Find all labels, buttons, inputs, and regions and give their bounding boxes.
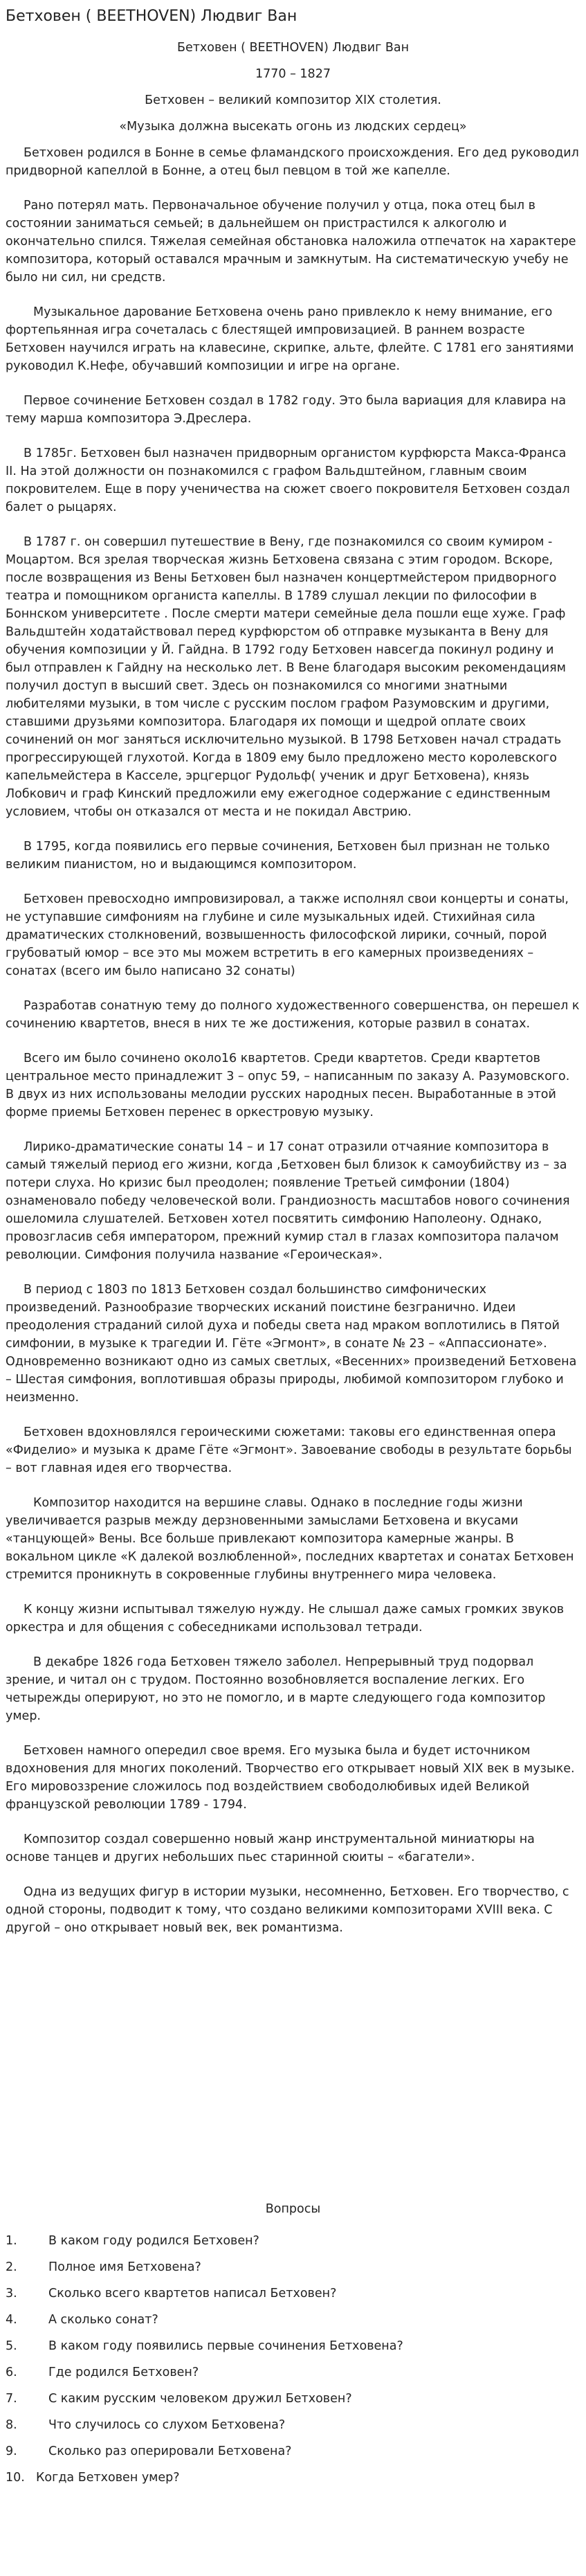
paragraph: Музыкальное дарование Бетховена очень рано привлекло к нему внимание, его фортепьянная игра сочеталась с блестящей импровизацией. В раннем возрасте Бетховен научился играть на клавесине, скрипке, альте, флейте. С 1781 его занятиями руководил К.Нефе, обучавший композиции и игре на органе. [6,305,574,373]
article-subtitle: Бетховен – великий композитор XIX столетия. [145,93,441,107]
question-number: 10. [6,2471,25,2485]
question-text: С каким русским человеком дружил Бетховен? [48,2392,352,2406]
question-item [6,2258,580,2285]
paragraph: Всего им было сочинено около16 квартетов. Среди квартетов. Среди квартетов центральное место принадлежит 3 – опус 59, – написанным по заказу А. Разумовского. В двух из них использованы мелодии русских народных песен. Выработанные в этой форме приемы Бетховен перенес в оркестровую музыку. [6,1052,570,1119]
question-text: Что случилось со слухом Бетховена? [48,2418,286,2432]
paragraph: В 1785г. Бетховен был назначен придворным органистом курфюрста Макса-Франса II. На этой должности он познакомился с графом Вальдштейном, главным своим покровителем. Еще в пору ученичества на сюжет своего покровителя Бетховен создал балет о рыцарях. [6,447,570,514]
question-number: 7. [6,2392,17,2406]
question-number: 4. [6,2313,17,2327]
questions-section [6,2200,580,2495]
question-item [6,2390,580,2416]
question-number: 9. [6,2444,17,2458]
epigraph-quote: «Музыка должна высекать огонь из людских сердец» [119,120,467,134]
question-item [6,2337,580,2363]
questions-title: Вопросы [265,2202,321,2216]
paragraph: Первое сочинение Бетховен создал в 1782 году. Это была вариация для клавира на тему марша композитора Э.Дреслера. [6,394,567,426]
question-number: 8. [6,2418,17,2432]
question-text: В каком году появились первые сочинения Бетховена? [48,2339,403,2353]
question-item [6,2442,580,2469]
question-text: А сколько сонат? [48,2313,158,2327]
question-text: Когда Бетховен умер? [36,2471,180,2485]
questions-list [6,2232,580,2495]
paragraph: Бетховен намного опередил свое время. Его музыка была и будет источником вдохновения для многих поколений. Творчество его открывает новый XIX век в музыке. Его мировоззрение сложилось под воздействием свободолюбивых идей Великой французской революции 1789 - 1794. [6,1744,575,1812]
question-item [6,2232,580,2258]
question-text: Сколько всего квартетов написал Бетховен? [48,2287,337,2300]
question-number: 3. [6,2287,17,2300]
question-item [6,2311,580,2337]
life-years: 1770 – 1827 [255,67,331,81]
article-heading: Бетховен ( BEETHOVEN) Людвиг Ван [176,41,410,55]
paragraph: В декабре 1826 года Бетховен тяжело заболел. Непрерывный труд подорвал зрение, и читал он с трудом. Постоянно возобновляется воспаление легких. Его четырежды оперируют, но это не помогло, и в марте следующего года композитор умер. [6,1655,546,1723]
paragraph: Лирико-драматические сонаты 14 – и 17 сонат отразили отчаяние композитора в самый тяжелый период его жизни, когда ,Бетховен был близок к самоубийству из – за потери слуха. Но кризис был преодолен; появление Третьей симфонии (1804) ознаменовало победу человеческой воли. Грандиозность масштабов нового сочинения ошеломила слушателей. Бетховен хотел посвятить симфонию Наполеону. Однако, провозгласив себя императором, прежний кумир стал в глазах композитора палачом революции. Симфония получила название «Героическая». [6,1140,570,1262]
paragraph: Бетховен превосходно импровизировал, а также исполнял свои концерты и сонаты, не уступавшие симфониям на глубине и силе музыкальных идей. Стихийная сила драматических столкновений, возвышенность философской лирики, сочный, порой грубоватый юмор – все это мы можем встретить в его камерных произведениях – сонатах (всего им было написано 32 сонаты) [6,892,569,978]
question-number: 6. [6,2366,17,2379]
question-item [6,2416,580,2442]
paragraph: В период с 1803 по 1813 Бетховен создал большинство симфонических произведений. Разнообразие творческих исканий поистине безгранично. Идеи преодоления страданий силой духа и победы света над мраком воплотились в Пятой симфонии, в музыке к трагедии И. Гёте «Эгмонт», в сонате № 23 – «Аппассионате». Одновременно возникают одно из самых светлых, «Весенних» произведений Бетховена – Шестая симфония, воплотившая образы природы, любимой композитором глубоко и неизменно. [6,1283,577,1405]
question-text: В каком году родился Бетховен? [48,2234,259,2248]
paragraph: Одна из ведущих фигур в истории музыки, несомненно, Бетховен. Его творчество, с одной стороны, подводит к тому, что создано великими композиторами XVIII века. С другой – оно открывает новый век, век романтизма. [6,1885,569,1935]
paragraph: В 1787 г. он совершил путешествие в Вену, где познакомился со своим кумиром - Моцартом. Вся зрелая творческая жизнь Бетховена связана с этим городом. Вскоре, после возвращения из Вены Бетховен был назначен концертмейстером придворного театра и помощником органиста капеллы. В 1789 слушал лекции по философии в Боннском университете . После смерти матери семейные дела пошли еще хуже. Граф Вальдштейн ходатайствовал перед курфюрстом об отправке музыканта в Вену для обучения композиции у Й. Гайдна. В 1792 году Бетховен навсегда покинул родину и был отправлен к Гайдну на несколько лет. В Вене благодаря высоким рекомендациям получил доступ в высший свет. Здесь он познакомился со многими знатными любителями музыки, в том числе с русским послом графом Разумовским и другими, ставшими друзьями композитора. Благодаря их помощи и щедрой оплате своих сочинений он мог заняться исключительно музыкой. В 1798 Бетховен начал страдать прогрессирующей глухотой. Когда в 1809 ему было предложено место королевского капельмейстера в Касселе, эрцгерцог Рудольф( ученик и друг Бетховена), князь Лобкович и граф Кинский предложили ему ежегодное содержание с единственным условием, чтобы он отказался от места и не покидал Австрию. [6,535,566,819]
paragraph: К концу жизни испытывал тяжелую нужду. Не слышал даже самых громких звуков оркестра и для общения с собеседниками использовал тетради. [6,1603,565,1634]
question-number: 2. [6,2260,17,2274]
question-item [6,2469,580,2495]
paragraph: Композитор создал совершенно новый жанр инструментальной миниатюры на основе танцев и других небольших пьес старинной сюиты – «багатели». [6,1832,535,1864]
question-number: 5. [6,2339,17,2353]
paragraph: Бетховен вдохновлялся героическими сюжетами: таковы его единственная опера «Фиделио» и музыка к драме Гёте «Эгмонт». Завоевание свободы в результате борьбы – вот главная идея его творчества. [6,1425,572,1475]
document-title: Бетховен ( BEETHOVEN) Людвиг Ван [6,8,297,25]
paragraph: Композитор находится на вершине славы. Однако в последние годы жизни увеличивается разрыв между дерзновенными замыслами Бетховена и вкусами «танцующей» Вены. Все больше привлекают композитора камерные жанры. В вокальном цикле «К далекой возлюбленной», последних квартетах и сонатах Бетховен стремится проникнуть в сокровенные глубины внутреннего мира человека. [6,1496,574,1582]
paragraph: В 1795, когда появились его первые сочинения, Бетховен был признан не только великим пианистом, но и выдающимся композитором. [6,840,550,872]
question-item [6,2363,580,2390]
question-number: 1. [6,2234,17,2248]
paragraph: Бетховен родился в Бонне в семье фламандского происхождения. Его дед руководил придворной капеллой в Бонне, а отец был певцом в той же капелле. [6,146,579,178]
paragraph: Рано потерял мать. Первоначальное обучение получил у отца, пока отец был в состоянии заниматься семьей; в дальнейшем он пристрастился к алкоголю и окончательно спился. Тяжелая семейная обстановка наложила отпечаток на характере композитора, который оставался мрачным и замкнутым. На систематическую учебу не было ни сил, ни средств. [6,199,576,285]
paragraph: Разработав сонатную тему до полного художественного совершенства, он перешел к сочинению квартетов, внеся в них те же достижения, которые развил в сонатах. [6,999,580,1031]
article-body [6,39,580,1954]
question-item [6,2285,580,2311]
question-text: Сколько раз оперировали Бетховена? [48,2444,292,2458]
question-text: Полное имя Бетховена? [48,2260,201,2274]
question-text: Где родился Бетховен? [48,2366,199,2379]
